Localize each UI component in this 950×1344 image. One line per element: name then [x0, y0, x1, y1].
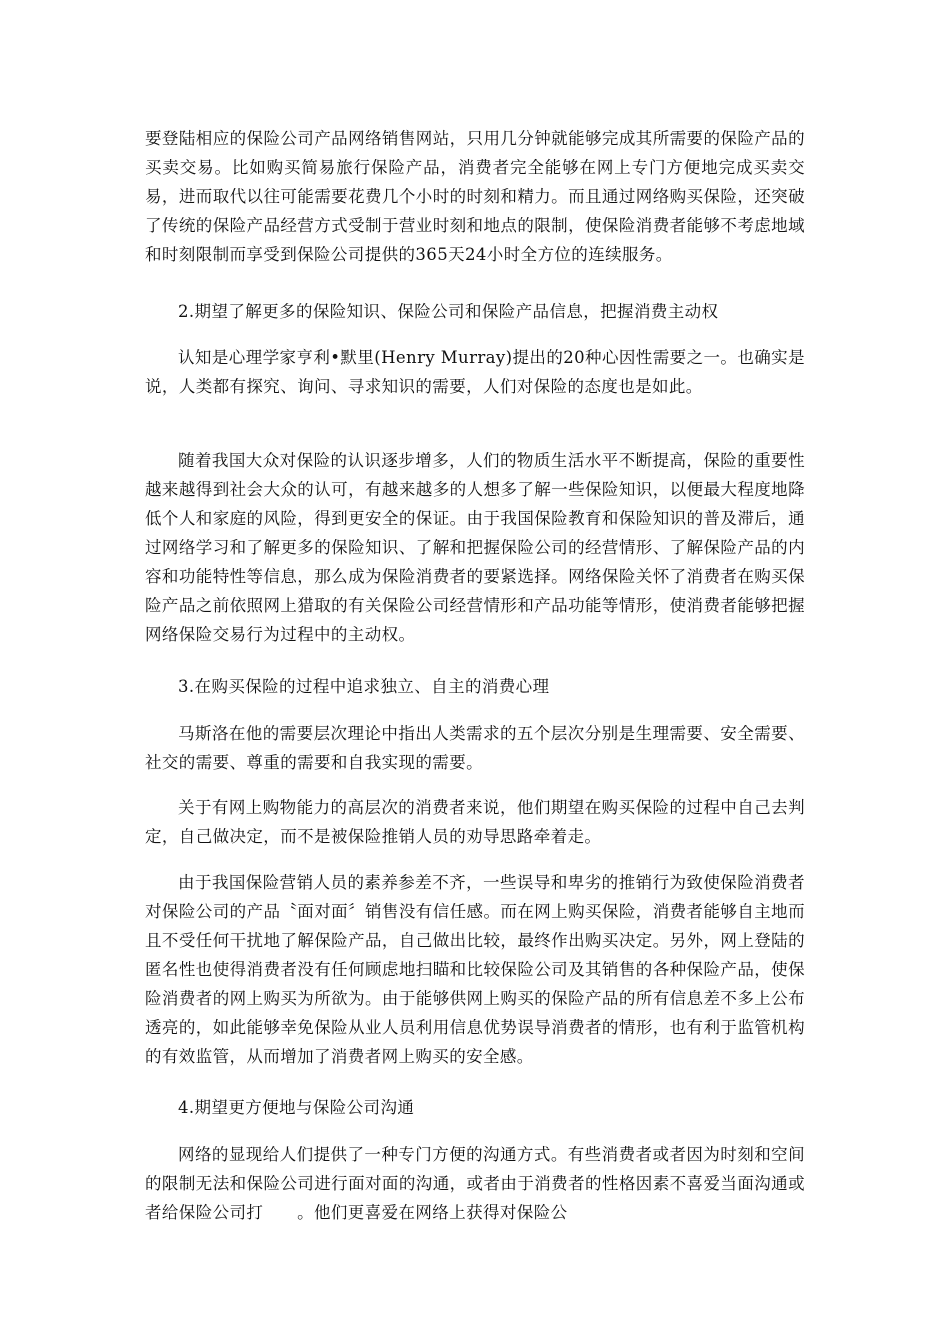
section-heading-3: 3.在购买保险的过程中追求独立、自主的消费心理 [178, 677, 550, 696]
paragraph-cognition: 认知是心理学家亨利•默里(Henry Murray)提出的20种心因性需要之一。也确实是说，人类都有探究、询问、寻求知识的需要，人们对保险的态度也是如此。 [145, 348, 805, 396]
section-heading-4: 4.期望更方便地与保险公司沟通 [178, 1098, 415, 1117]
paragraph-sales-staff: 由于我国保险营销人员的素养参差不齐，一些误导和卑劣的推销行为致使保险消费者对保险公司的产品〝面对面〞销售没有信任感。而在网上购买保险，消费者能够自主地而且不受任何干扰地了解保险产品，自己做出比较，最终作出购买决定。另外，网上登陆的匿名性也使得消费者没有任何顾虑地扫瞄和比较保险公司及其销售的各种保险产品，使保险消费者的网上购买为所欲为。由于能够供网上购买的保险产品的所有信息差不多上公布透亮的，如此能够幸免保险从业人员利用信息优势误导消费者的情形，也有利于监管机构的有效监管，从而增加了消费者网上购买的安全感。 [145, 873, 805, 1066]
paragraph-awareness: 随着我国大众对保险的认识逐步增多，人们的物质生活水平不断提高，保险的重要性越来越得到社会大众的认可，有越来越多的人想多了解一些保险知识，以便最大程度地降低个人和家庭的风险，得到更安全的保证。由于我国保险教育和保险知识的普及滞后，通过网络学习和了解更多的保险知识、了解和把握保险公司的经营情形、了解保险产品的内容和功能特性等信息，那么成为保险消费者的要紧选择。网络保险关怀了消费者在购买保险产品之前依照网上猎取的有关保险公司经营情形和产品功能等情形，使消费者能够把握网络保险交易行为过程中的主动权。 [145, 451, 805, 644]
paragraph-continuation: 要登陆相应的保险公司产品网络销售网站，只用几分钟就能够完成其所需要的保险产品的买卖交易。比如购买简易旅行保险产品，消费者完全能够在网上专门方便地完成买卖交易，进而取代以往可能需要花费几个小时的时刻和精力。而且通过网络购买保险，还突破了传统的保险产品经营方式受制于营业时刻和地点的限制，使保险消费者能够不考虑地域和时刻限制而享受到保险公司提供的365天24小时全方位的连续服务。 [145, 129, 805, 264]
paragraph-communication: 网络的显现给人们提供了一种专门方便的沟通方式。有些消费者或者因为时刻和空间的限制无法和保险公司进行面对面的沟通，或者由于消费者的性格因素不喜爱当面沟通或者给保险公司打 。他们更喜爱在网络上获得对保险公 [145, 1145, 805, 1222]
section-heading-2: 2.期望了解更多的保险知识、保险公司和保险产品信息，把握消费主动权 [178, 302, 719, 321]
paragraph-high-level-consumers: 关于有网上购物能力的高层次的消费者来说，他们期望在购买保险的过程中自己去判定，自己做决定，而不是被保险推销人员的劝导思路牵着走。 [145, 798, 805, 846]
paragraph-maslow: 马斯洛在他的需要层次理论中指出人类需求的五个层次分别是生理需要、安全需要、社交的需要、尊重的需要和自我实现的需要。 [145, 724, 805, 772]
